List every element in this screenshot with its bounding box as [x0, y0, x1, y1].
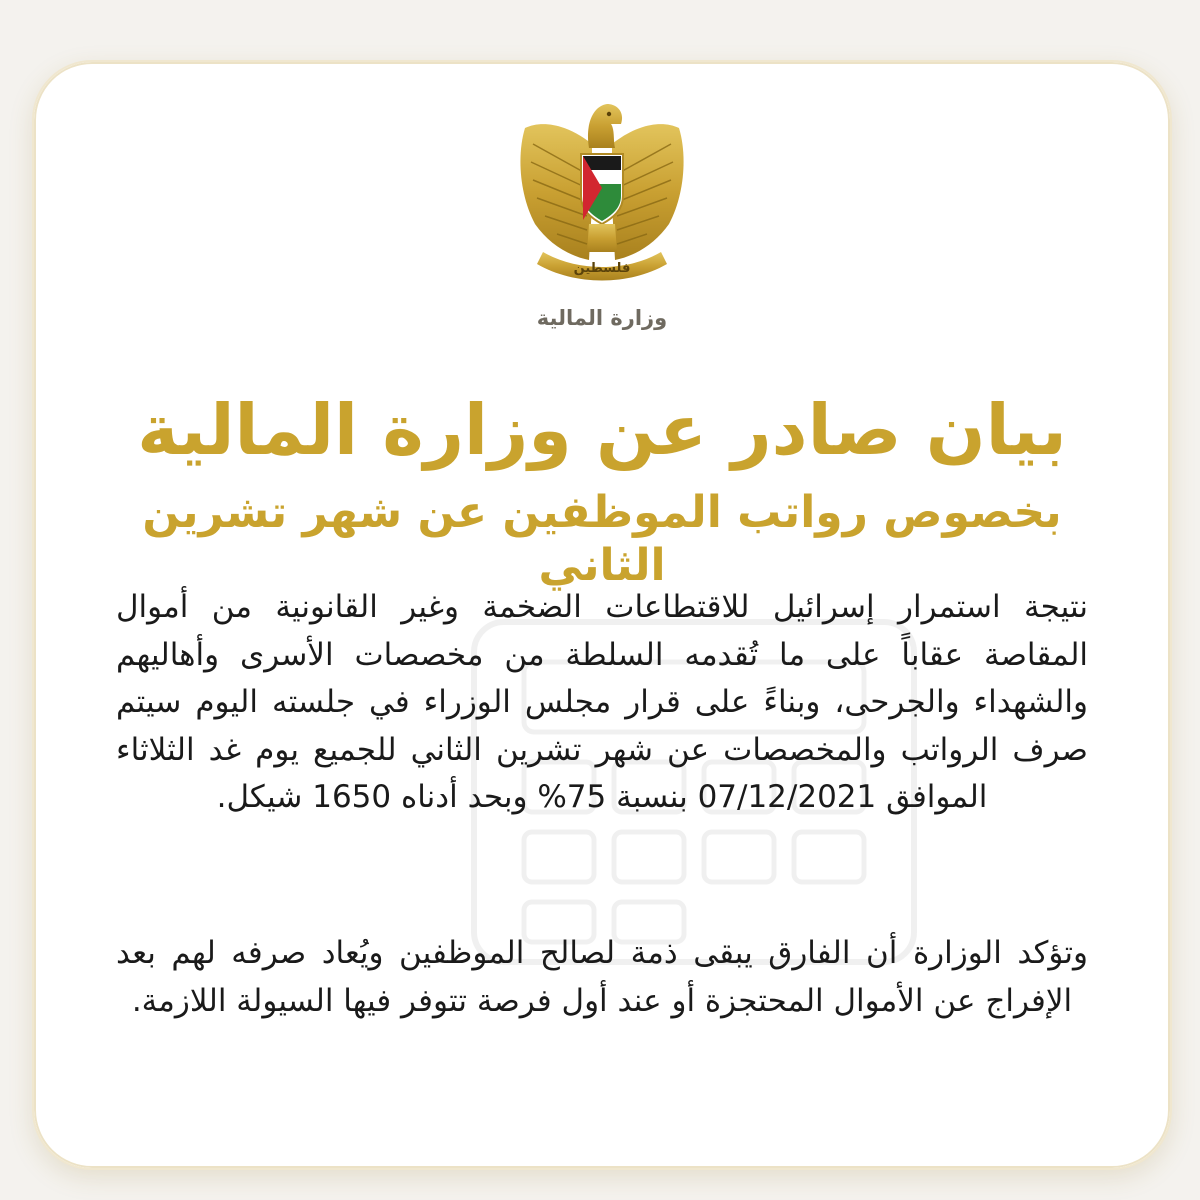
statement-paragraph-1: نتيجة استمرار إسرائيل للاقتطاعات الضخمة وغير القانونية من أموال المقاصة عقاباً على ما تُقدمه السلطة من مخصصات الأسرى وأهاليهم والشهداء والجرحى، وبناءً على قرار مجلس الوزراء في جلسته اليوم سيتم صرف الرواتب والمخصصات عن شهر تشرين الثاني للجميع يوم غد الثلاثاء الموافق 07/12/2021 بنسبة 75% وبحد أدناه 1650 شيكل.: [116, 589, 1088, 815]
statement-card: [34, 62, 1170, 1168]
header: [34, 84, 1170, 330]
statement-paragraph-2: وتؤكد الوزارة أن الفارق يبقى ذمة لصالح الموظفين ويُعاد صرفه لهم بعد الإفراج عن الأموال المحتجزة أو عند أول فرصة تتوفر فيها السيولة اللازمة.: [116, 935, 1088, 1019]
page-title: بيان صادر عن وزارة المالية: [137, 389, 1067, 471]
emblem-ribbon-text: فلسطين: [573, 261, 631, 276]
palestine-eagle-emblem-icon: [497, 84, 707, 284]
ministry-name: وزارة المالية: [536, 306, 668, 330]
page-subtitle: بخصوص رواتب الموظفين عن شهر تشرين الثاني: [142, 487, 1062, 591]
